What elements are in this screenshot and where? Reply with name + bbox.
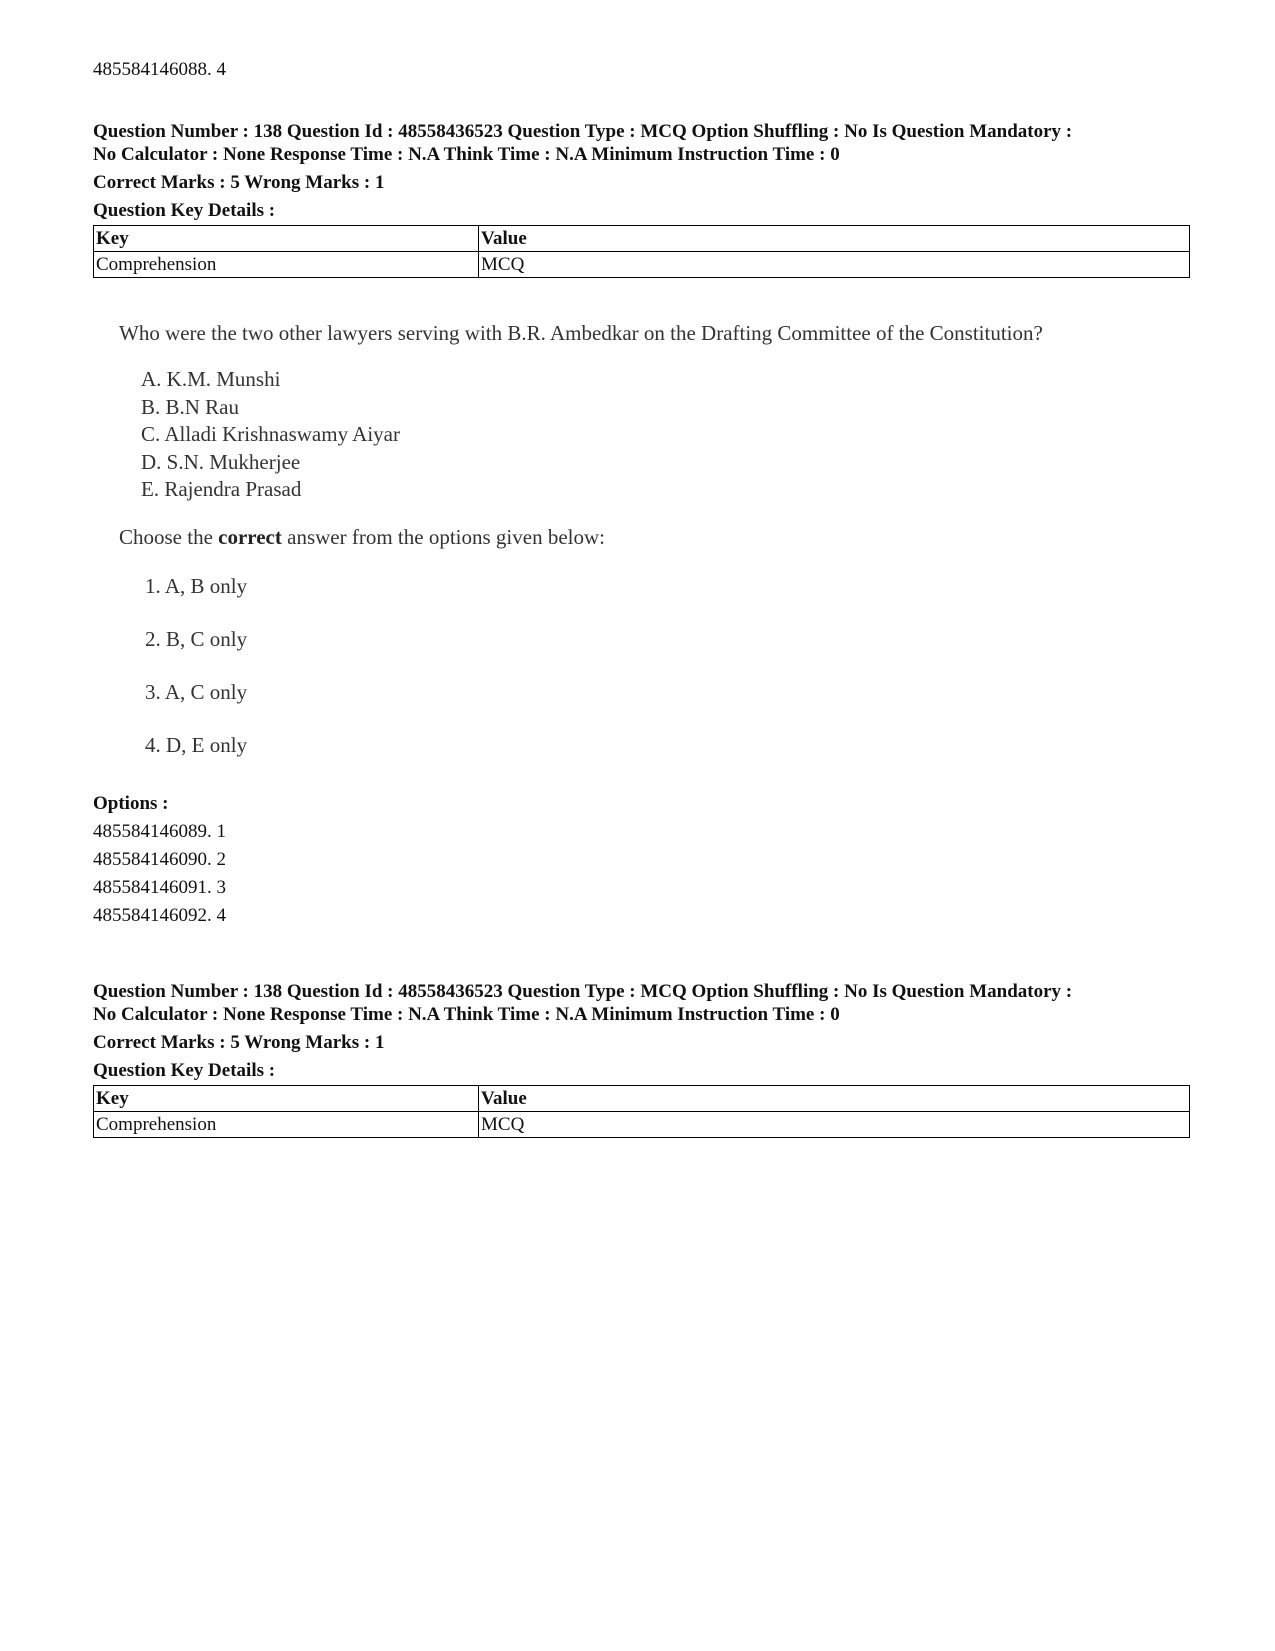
header-key: Key bbox=[94, 1086, 479, 1112]
question-meta-line-2: No Calculator : None Response Time : N.A Think Time : N.A Minimum Instruction Time : 0 bbox=[93, 144, 840, 165]
question-meta-block bbox=[93, 120, 1190, 278]
statement-item: A. K.M. Munshi bbox=[141, 367, 281, 391]
answer-choice: 4. D, E only bbox=[145, 732, 248, 757]
statement-item: C. Alladi Krishnaswamy Aiyar bbox=[141, 422, 400, 446]
cell-key: Comprehension bbox=[94, 1112, 479, 1138]
question-image bbox=[93, 318, 1190, 772]
choose-text-post: answer from the options given below: bbox=[281, 524, 605, 549]
cell-key: Comprehension bbox=[94, 252, 479, 278]
question-meta-line-1: Question Number : 138 Question Id : 48558436523 Question Type : MCQ Option Shuffling : No Is Question Mandatory : bbox=[93, 121, 1073, 142]
statement-list bbox=[141, 366, 1190, 504]
statement-item: B. B.N Rau bbox=[141, 394, 240, 419]
option-item: 485584146089. 1 bbox=[93, 821, 226, 842]
question-meta-line-2: No Calculator : None Response Time : N.A Think Time : N.A Minimum Instruction Time : 0 bbox=[93, 1004, 840, 1025]
marks-line: Correct Marks : 5 Wrong Marks : 1 bbox=[93, 172, 385, 193]
option-item: 485584146092. 4 bbox=[93, 905, 226, 926]
table-row bbox=[94, 252, 1190, 278]
question-meta-line-1: Question Number : 138 Question Id : 48558436523 Question Type : MCQ Option Shuffling : No Is Question Mandatory : bbox=[93, 981, 1073, 1002]
question-stem: Who were the two other lawyers serving with B.R. Ambedkar on the Drafting Committee of the Constitution? bbox=[119, 321, 1043, 345]
answer-choice: 1. A, B only bbox=[145, 573, 248, 598]
answer-choices bbox=[145, 560, 1190, 772]
table-header-row bbox=[94, 1086, 1190, 1112]
key-details-table bbox=[93, 1085, 1190, 1138]
cell-value: MCQ bbox=[479, 252, 1190, 278]
header-key: Key bbox=[94, 226, 479, 252]
option-item: 485584146091. 3 bbox=[93, 877, 226, 898]
statement-item: E. Rajendra Prasad bbox=[141, 477, 302, 501]
options-section bbox=[93, 790, 226, 930]
choose-instruction bbox=[119, 522, 1190, 552]
header-value: Value bbox=[479, 226, 1190, 252]
header-value: Value bbox=[479, 1086, 1190, 1112]
table-row bbox=[94, 1112, 1190, 1138]
table-header-row bbox=[94, 226, 1190, 252]
marks-line: Correct Marks : 5 Wrong Marks : 1 bbox=[93, 1032, 385, 1053]
previous-option-line: 485584146088. 4 bbox=[93, 59, 226, 80]
question-meta-block bbox=[93, 980, 1190, 1138]
cell-value: MCQ bbox=[479, 1112, 1190, 1138]
answer-choice: 3. A, C only bbox=[145, 679, 248, 704]
answer-choice: 2. B, C only bbox=[145, 626, 248, 651]
key-details-label: Question Key Details : bbox=[93, 1060, 276, 1081]
choose-text-pre: Choose the bbox=[119, 524, 219, 549]
options-label: Options : bbox=[93, 793, 169, 814]
option-item: 485584146090. 2 bbox=[93, 849, 226, 870]
statement-item: D. S.N. Mukherjee bbox=[141, 449, 301, 474]
choose-text-bold: correct bbox=[218, 524, 282, 549]
key-details-table bbox=[93, 225, 1190, 278]
key-details-label: Question Key Details : bbox=[93, 200, 276, 221]
